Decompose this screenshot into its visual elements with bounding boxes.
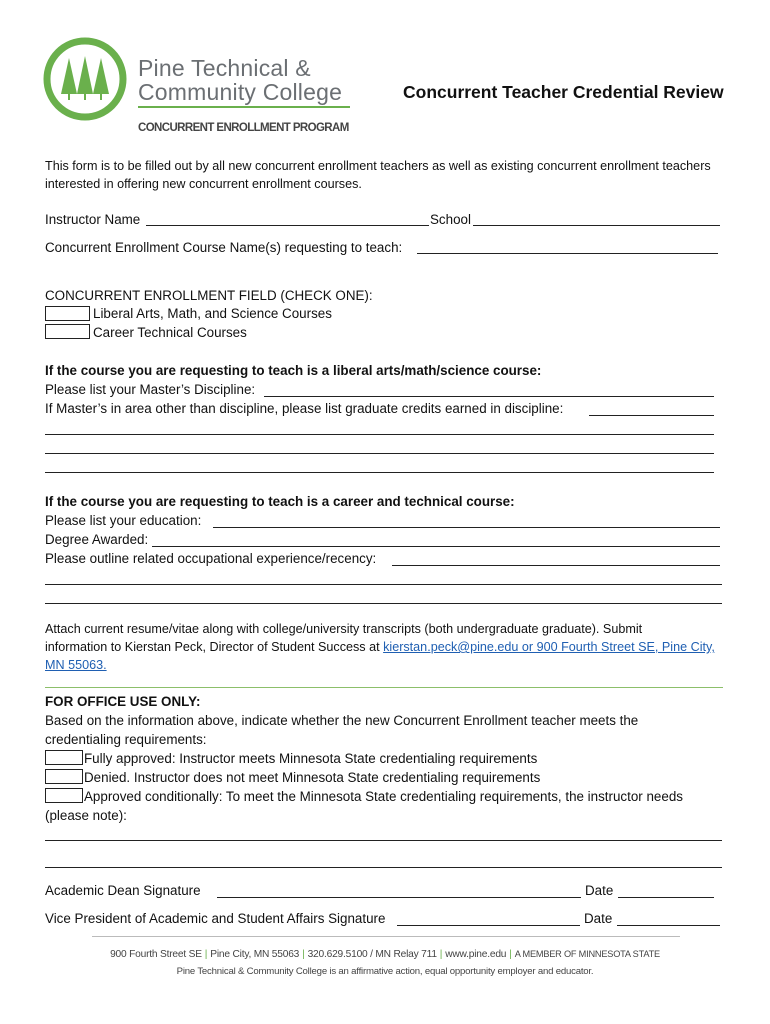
program-name: CONCURRENT ENROLLMENT PROGRAM	[138, 122, 349, 134]
career-tech-heading: If the course you are requesting to teach is a career and technical course:	[45, 494, 515, 509]
school-label: School	[430, 212, 471, 227]
footer-city: Pine City, MN 55063	[210, 949, 300, 960]
approved-conditionally-checkbox[interactable]	[45, 788, 83, 803]
dean-signature-label: Academic Dean Signature	[45, 883, 201, 898]
footer-web[interactable]: www.pine.edu	[445, 949, 507, 960]
dean-date-field[interactable]	[618, 897, 714, 898]
college-name-line1: Pine Technical &	[138, 55, 311, 81]
dean-date-label: Date	[585, 883, 614, 898]
footer-phone: 320.629.5100 / MN Relay 711	[307, 949, 437, 960]
course-names-field[interactable]	[417, 253, 718, 254]
vp-signature-label: Vice President of Academic and Student Affairs Signature	[45, 911, 386, 926]
liberal-arts-checkbox[interactable]	[45, 306, 90, 321]
attach-line-2	[45, 638, 715, 657]
approved-conditionally-label: Approved conditionally: To meet the Minnesota State credentialing requirements, the instructor needs	[84, 789, 683, 804]
liberal-arts-heading: If the course you are requesting to teach is a liberal arts/math/science course:	[45, 363, 542, 378]
vp-signature-field[interactable]	[397, 925, 580, 926]
graduate-credits-line-3[interactable]	[45, 453, 714, 454]
pine-trees-logo-icon	[42, 36, 128, 122]
instructor-name-label: Instructor Name	[45, 212, 141, 227]
footer-member: A MEMBER OF MINNESOTA STATE	[514, 949, 660, 959]
office-line-1: Based on the information above, indicate whether the new Concurrent Enrollment teacher meets the	[45, 713, 639, 728]
page-title: Concurrent Teacher Credential Review	[403, 82, 724, 102]
degree-field[interactable]	[152, 546, 720, 547]
career-technical-checkbox[interactable]	[45, 324, 90, 339]
graduate-credits-line-4[interactable]	[45, 472, 714, 473]
attach-line-2-text: information to Kierstan Peck, Director of Student Success at	[45, 640, 384, 654]
instructor-name-field[interactable]	[146, 225, 429, 226]
school-field[interactable]	[473, 225, 720, 226]
dean-signature-field[interactable]	[217, 897, 581, 898]
notes-line-1[interactable]	[45, 840, 722, 841]
footer-equal-opportunity: Pine Technical & Community College is an affirmative action, equal opportunity employer and educator.	[176, 966, 594, 977]
graduate-credits-line-2[interactable]	[45, 434, 714, 435]
masters-discipline-field[interactable]	[264, 396, 714, 397]
graduate-credits-field[interactable]	[589, 415, 714, 416]
career-technical-option-label: Career Technical Courses	[93, 325, 247, 340]
vp-date-label: Date	[584, 911, 613, 926]
office-use-heading: FOR OFFICE USE ONLY:	[45, 694, 201, 709]
education-field[interactable]	[213, 527, 720, 528]
experience-line-3[interactable]	[45, 603, 722, 604]
section-divider	[45, 687, 723, 688]
notes-line-2[interactable]	[45, 867, 722, 868]
contact-link[interactable]: kierstan.peck@pine.edu or 900 Fourth Street SE, Pine City,	[383, 640, 715, 654]
denied-checkbox[interactable]	[45, 769, 83, 784]
footer-divider	[92, 936, 680, 937]
experience-label: Please outline related occupational experience/recency:	[45, 551, 377, 566]
attach-line-1: Attach current resume/vitae along with college/university transcripts (both undergraduate graduate). Submit	[45, 622, 643, 636]
fully-approved-checkbox[interactable]	[45, 750, 83, 765]
intro-line-1: This form is to be filled out by all new concurrent enrollment teachers as well as existing concurrent enrollment teachers	[45, 159, 711, 173]
footer-contact: 900 Fourth Street SE | Pine City, MN 55063 | 320.629.5100 / MN Relay 711 | www.pine.edu | A MEMBER OF MINNESOTA STATE	[110, 949, 660, 960]
experience-line-2[interactable]	[45, 584, 722, 585]
college-name	[138, 56, 350, 108]
denied-label: Denied. Instructor does not meet Minnesota State credentialing requirements	[84, 770, 541, 785]
fully-approved-label: Fully approved: Instructor meets Minnesota State credentialing requirements	[84, 751, 538, 766]
approved-conditionally-note: (please note):	[45, 808, 127, 823]
liberal-arts-option-label: Liberal Arts, Math, and Science Courses	[93, 306, 332, 321]
experience-field[interactable]	[392, 565, 720, 566]
intro-line-2: interested in offering new concurrent enrollment courses.	[45, 177, 362, 191]
course-names-label: Concurrent Enrollment Course Name(s) requesting to teach:	[45, 240, 403, 255]
college-name-line2: Community College	[138, 80, 350, 108]
education-label: Please list your education:	[45, 513, 202, 528]
vp-date-field[interactable]	[617, 925, 720, 926]
graduate-credits-label: If Master’s in area other than discipline, please list graduate credits earned in discipline:	[45, 401, 564, 416]
contact-link-cont[interactable]: MN 55063.	[45, 658, 107, 672]
office-line-2: credentialing requirements:	[45, 732, 207, 747]
attach-line-3	[45, 656, 107, 675]
degree-label: Degree Awarded:	[45, 532, 149, 547]
footer-address: 900 Fourth Street SE	[110, 949, 202, 960]
field-section-heading: CONCURRENT ENROLLMENT FIELD (CHECK ONE):	[45, 288, 373, 303]
masters-discipline-label: Please list your Master’s Discipline:	[45, 382, 256, 397]
